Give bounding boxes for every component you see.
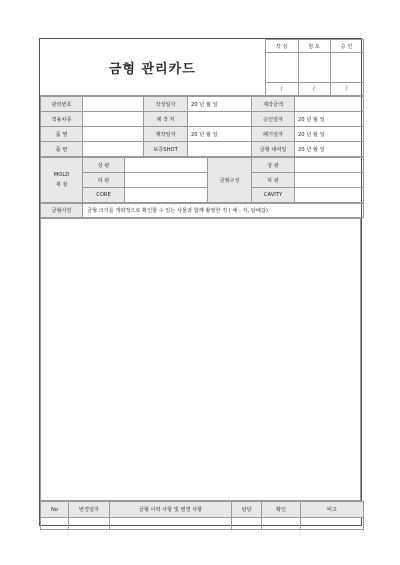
history-no-header: No — [41, 502, 69, 518]
manufacturer-value[interactable] — [188, 112, 252, 127]
approval-approve-header: 승 인 — [330, 40, 363, 53]
mold-label-line1: MOLD — [53, 172, 70, 178]
history-no-cell[interactable] — [41, 518, 69, 530]
approval-approve-sign[interactable] — [330, 53, 363, 83]
mold-lower-label: 하 판 — [83, 173, 125, 188]
mold-photo-label: 금형사진 — [41, 204, 83, 218]
mold-lower-value[interactable] — [125, 173, 208, 188]
config-cavity-value[interactable] — [295, 188, 364, 203]
disposal-date-label: 폐기일자 — [252, 127, 295, 142]
approval-date-value[interactable]: 20 년 월 일 — [295, 112, 364, 127]
table-row — [41, 518, 364, 530]
written-date-label: 작성일자 — [144, 97, 188, 112]
approval-review-date[interactable]: / — [298, 83, 330, 96]
production-cost-value[interactable] — [295, 97, 364, 112]
mold-management-card — [39, 38, 362, 526]
disposal-date-value[interactable]: 20 년 월 일 — [295, 127, 364, 142]
approval-writer-sign[interactable] — [265, 53, 298, 83]
vehicle-model-label: 적용차종 — [41, 112, 83, 127]
approval-approve-date[interactable]: / — [330, 83, 363, 96]
approval-writer-header: 작 성 — [265, 40, 298, 53]
mold-core-label: CORE — [83, 188, 125, 203]
history-table — [40, 501, 364, 530]
product-name-label: 품 명 — [41, 127, 83, 142]
config-lower-label: 하 판 — [252, 173, 295, 188]
history-remarks-cell[interactable] — [301, 518, 364, 530]
production-date-label: 제작일자 — [144, 127, 188, 142]
part-number-value[interactable] — [83, 142, 144, 157]
mold-photo-area[interactable] — [40, 218, 361, 501]
guaranteed-shot-label: 보증SHOT — [144, 142, 188, 157]
vehicle-model-value[interactable] — [83, 112, 144, 127]
history-confirm-cell[interactable] — [262, 518, 301, 530]
history-confirm-header: 확인 — [262, 502, 301, 518]
config-cavity-label: CAVITY — [252, 188, 295, 203]
history-date-cell[interactable] — [69, 518, 110, 530]
production-date-value[interactable]: 20 년 월 일 — [188, 127, 252, 142]
info-table — [40, 96, 364, 157]
config-upper-value[interactable] — [295, 158, 364, 173]
history-details-cell[interactable] — [110, 518, 232, 530]
approval-writer-date[interactable]: / — [265, 83, 298, 96]
rental-date-label: 금형 대여일 — [252, 142, 295, 157]
rental-date-value[interactable]: 20 년 월 일 — [295, 142, 364, 157]
history-person-header: 담당 — [232, 502, 262, 518]
mold-photo-note: 금형 크기를 개략적으로 확인할 수 있는 사물과 함께 촬영한 것 ( 예 : 자, 담배갑) — [83, 204, 364, 218]
page-title: 금형 관리카드 — [40, 40, 265, 96]
history-person-cell[interactable] — [232, 518, 262, 530]
mold-material-label — [41, 158, 83, 203]
mold-upper-label: 상 판 — [83, 158, 125, 173]
history-remarks-header: 비고 — [301, 502, 364, 518]
config-upper-label: 상 판 — [252, 158, 295, 173]
approval-date-label: 승인일자 — [252, 112, 295, 127]
part-number-label: 품 번 — [41, 142, 83, 157]
mold-label-line2: 재 질 — [55, 182, 68, 188]
manufacturer-label: 제 작 처 — [144, 112, 188, 127]
written-date-value[interactable]: 20 년 월 일 — [188, 97, 252, 112]
approval-review-sign[interactable] — [298, 53, 330, 83]
mold-config-label: 금형구성 — [208, 158, 252, 203]
history-details-header: 금형 이력 사항 및 변경 사항 — [110, 502, 232, 518]
approval-review-header: 검 토 — [298, 40, 330, 53]
management-number-label: 관리번호 — [41, 97, 83, 112]
mold-table — [40, 157, 364, 203]
production-cost-label: 제작금액 — [252, 97, 295, 112]
config-lower-value[interactable] — [295, 173, 364, 188]
photo-header-table — [40, 203, 364, 218]
history-date-header: 변경일자 — [69, 502, 110, 518]
guaranteed-shot-value[interactable] — [188, 142, 252, 157]
management-number-value[interactable] — [83, 97, 144, 112]
header-table — [40, 39, 364, 96]
mold-upper-value[interactable] — [125, 158, 208, 173]
mold-core-value[interactable] — [125, 188, 208, 203]
product-name-value[interactable] — [83, 127, 144, 142]
